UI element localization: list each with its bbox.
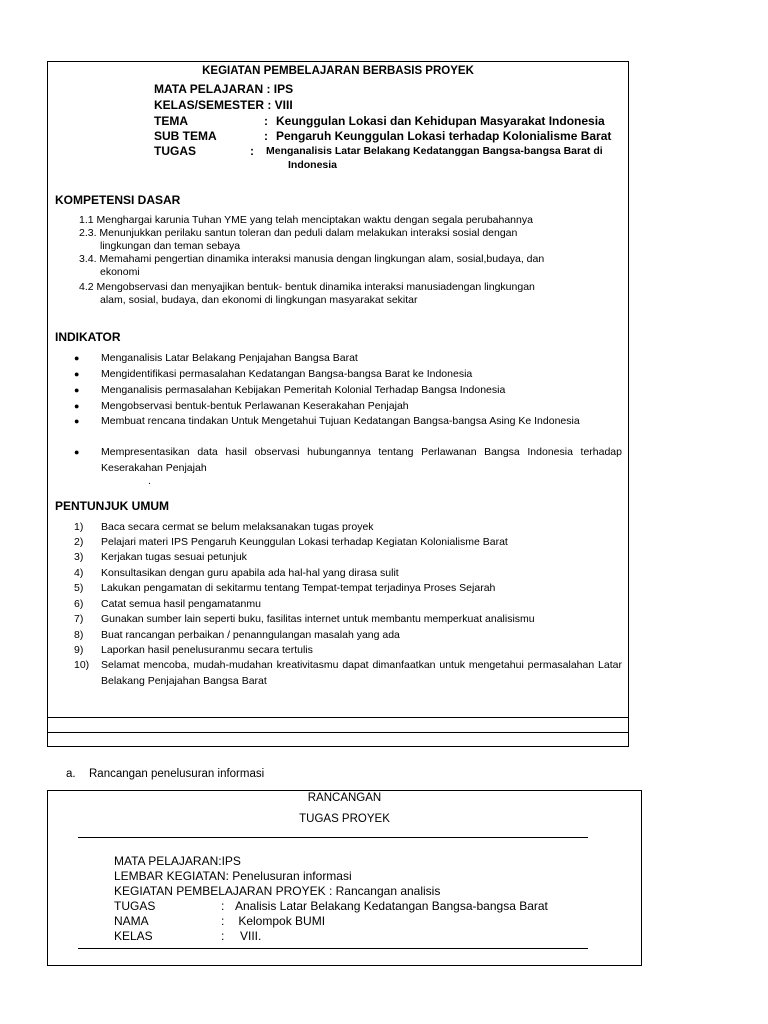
kd-line: alam, sosial, budaya, dan ekonomi di lingkungan masyarakat sekitar bbox=[100, 294, 418, 306]
meta-tema-value: Keunggulan Lokasi dan Kehidupan Masyarakat Indonesia bbox=[276, 114, 605, 128]
row-value: VIII. bbox=[240, 929, 262, 943]
kd-line: 4.2 Mengobservasi dan menyajikan bentuk- bentuk dinamika interaksi manusiadengan lingkungan bbox=[79, 281, 535, 293]
tugas-proyek-title: TUGAS PROYEK bbox=[299, 813, 390, 825]
kd-line: ekonomi bbox=[100, 266, 140, 278]
table-divider bbox=[48, 717, 628, 718]
pentunjuk-item: 7) Gunakan sumber lain seperti buku, fasilitas internet untuk membantu memperkuat analisismu bbox=[74, 613, 535, 625]
kd-line: 3.4. Memahami pengertian dinamika interaksi manusia dengan lingkungan alam, sosial,budaya, dan bbox=[79, 253, 545, 265]
pentunjuk-item: 6) Catat semua hasil pengamatanmu bbox=[74, 598, 261, 610]
divider-line bbox=[78, 837, 588, 838]
pentunjuk-item: 2) Pelajari materi IPS Pengaruh Keunggulan Lokasi terhadap Kegiatan Kolonialisme Barat bbox=[74, 536, 508, 548]
meta-subtema-value: Pengaruh Keunggulan Lokasi terhadap Kolonialisme Barat bbox=[276, 129, 612, 143]
meta-tugas-value: Menganalisis Latar Belakang Kedatanggan Bangsa-bangsa Barat di bbox=[266, 145, 603, 157]
meta-tugas: TUGAS : Menganalisis Latar Belakang Kedatanggan Bangsa-bangsa Barat di Indonesia bbox=[154, 144, 603, 171]
divider-line bbox=[78, 948, 588, 949]
kd-line: 1.1 Menghargai karunia Tuhan YME yang telah menciptakan waktu dengan segala perubahannya bbox=[79, 214, 533, 226]
meta-class-semester: KELAS/SEMESTER : VIII bbox=[154, 98, 293, 112]
row-value: Kelompok BUMI bbox=[235, 914, 326, 928]
project-learning-box bbox=[47, 61, 629, 747]
meta-tema: TEMA : Keunggulan Lokasi dan Kehidupan Masyarakat Indonesia bbox=[154, 114, 605, 128]
row-tugas bbox=[114, 899, 548, 913]
row-colon: : bbox=[221, 929, 225, 943]
meta-subtema: SUB TEMA : Pengaruh Keunggulan Lokasi terhadap Kolonialisme Barat bbox=[154, 129, 612, 143]
row-kelas bbox=[114, 929, 262, 943]
trailing-dot: . bbox=[148, 475, 151, 487]
row-key: KELAS bbox=[114, 929, 153, 943]
pentunjuk-item: 4) Konsultasikan dengan guru apabila ada hal-hal yang dirasa sulit bbox=[74, 567, 399, 579]
indikator-item: ● Mengobservasi bentuk-bentuk Perlawanan Keserakahan Penjajah bbox=[74, 399, 622, 415]
row-nama bbox=[114, 914, 326, 928]
bullet-icon: ● bbox=[74, 416, 80, 426]
indikator-item: ● Menganalisis permasalahan Kebijakan Pemeritah Kolonial Terhadap Bangsa Indonesia bbox=[74, 383, 622, 399]
bullet-icon: ● bbox=[74, 401, 80, 411]
row-colon: : bbox=[221, 899, 225, 913]
indikator-heading: INDIKATOR bbox=[55, 330, 121, 344]
meta-subject: MATA PELAJARAN : IPS bbox=[154, 82, 294, 96]
table-divider bbox=[48, 732, 628, 733]
bullet-icon: ● bbox=[74, 353, 80, 363]
kd-line: lingkungan dan teman sebaya bbox=[100, 240, 241, 252]
indikator-item: ● Membuat rencana tindakan Untuk Mengetahui Tujuan Kedatangan Bangsa-bangsa Asing Ke Indonesia bbox=[74, 414, 622, 430]
pentunjuk-umum-heading: PENTUNJUK UMUM bbox=[55, 499, 169, 513]
meta-tema-colon: : bbox=[264, 114, 268, 128]
rancangan-title: RANCANGAN bbox=[307, 792, 382, 804]
pentunjuk-item: 10) Selamat mencoba, mudah-mudahan kreativitasmu dapat dimanfaatkan untuk mengetahui permasalahan Latar Belakang Penjajahan Bangsa Barat bbox=[74, 659, 622, 687]
pentunjuk-item: 9) Laporkan hasil penelusuranmu secara tertulis bbox=[74, 644, 313, 656]
pentunjuk-item: 5) Lakukan pengamatan di sekitarmu tentang Tempat-tempat terjadinya Proses Sejarah bbox=[74, 582, 496, 594]
row-key: NAMA bbox=[114, 914, 149, 928]
meta-tugas-value-cont: Indonesia bbox=[288, 159, 338, 171]
box-title: KEGIATAN PEMBELAJARAN BERBASIS PROYEK bbox=[202, 65, 474, 77]
row-key: TUGAS bbox=[114, 899, 156, 913]
indikator-item: ● Menganalisis Latar Belakang Penjajahan Bangsa Barat bbox=[74, 351, 622, 367]
meta-subtema-colon: : bbox=[264, 129, 268, 143]
pentunjuk-item: 1) Baca secara cermat se belum melaksanakan tugas proyek bbox=[74, 521, 374, 533]
meta-tugas-colon: : bbox=[250, 144, 254, 158]
kd-line: 2.3. Menunjukkan perilaku santun toleran dan peduli dalam melakukan interaksi sosial dengan bbox=[79, 227, 518, 239]
line-lembar-kegiatan: LEMBAR KEGIATAN: Penelusuran informasi bbox=[114, 869, 352, 883]
pentunjuk-item: 3) Kerjakan tugas sesuai petunjuk bbox=[74, 551, 247, 563]
bullet-icon: ● bbox=[74, 385, 80, 395]
pentunjuk-item: 8) Buat rancangan perbaikan / penanngulangan masalah yang ada bbox=[74, 629, 400, 641]
kompetensi-dasar-heading: KOMPETENSI DASAR bbox=[55, 193, 181, 207]
row-colon: : bbox=[221, 914, 225, 928]
subsection-label: a. bbox=[66, 768, 76, 780]
rancangan-box bbox=[47, 790, 642, 966]
bullet-icon: ● bbox=[74, 447, 80, 457]
subsection-title: Rancangan penelusuran informasi bbox=[89, 768, 265, 780]
indikator-item: ● Mengidentifikasi permasalahan Kedatangan Bangsa-bangsa Barat ke Indonesia bbox=[74, 367, 622, 383]
bullet-icon: ● bbox=[74, 369, 80, 379]
line-mata-pelajaran: MATA PELAJARAN:IPS bbox=[114, 854, 241, 868]
indikator-item: ● Mempresentasikan data hasil observasi hubungannya tentang Perlawanan Bangsa Indonesia terhadap Keserakahan Penjajah bbox=[74, 446, 622, 474]
row-value: Analisis Latar Belakang Kedatangan Bangsa-bangsa Barat bbox=[235, 899, 548, 913]
line-kegiatan-pembelajaran: KEGIATAN PEMBELAJARAN PROYEK : Rancangan analisis bbox=[114, 884, 441, 898]
